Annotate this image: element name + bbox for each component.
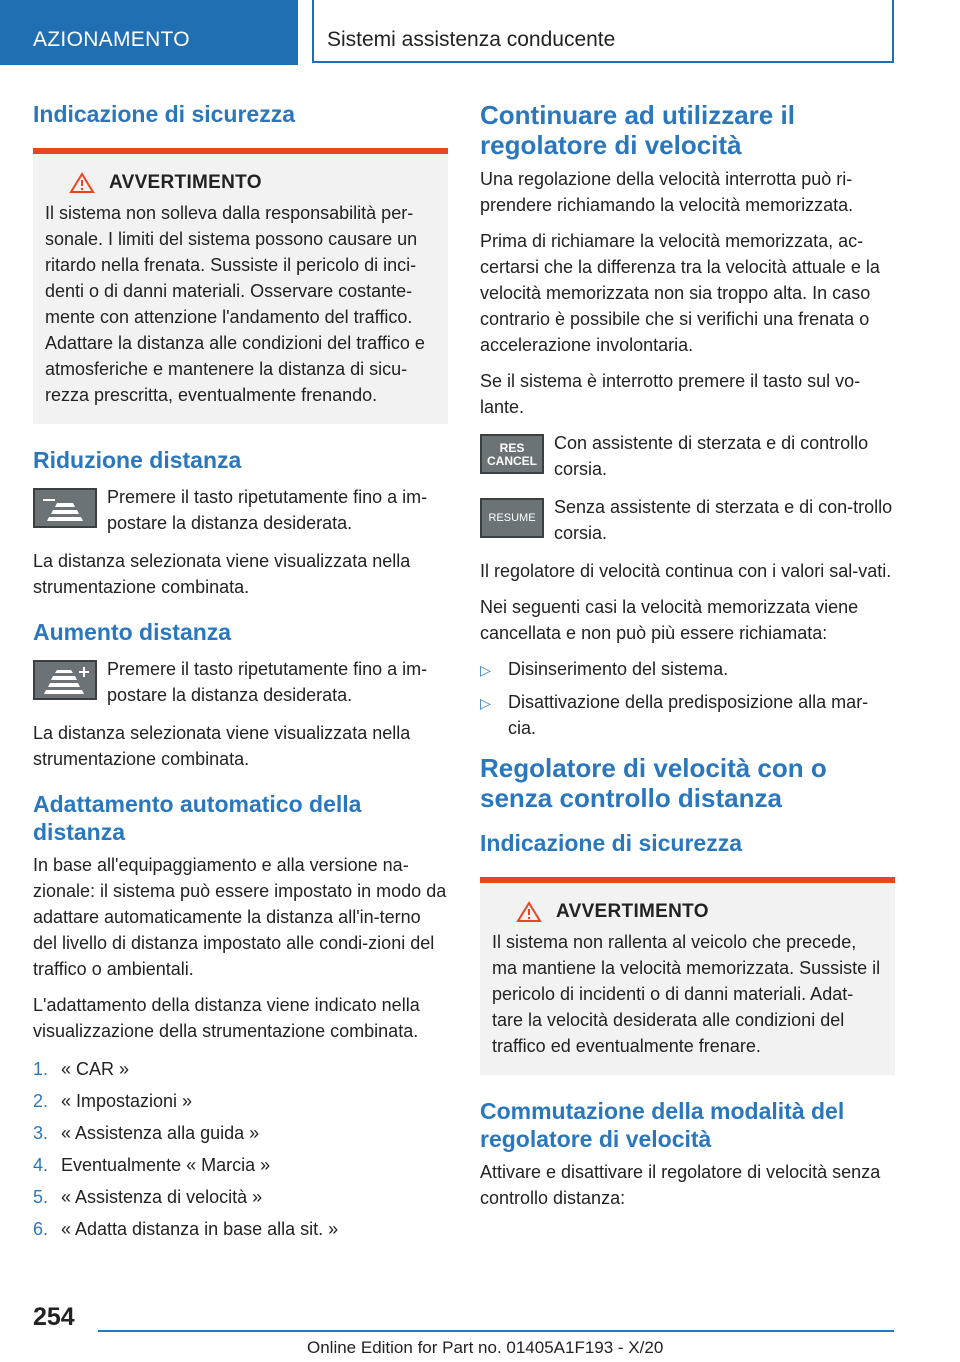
warning-box-2 xyxy=(480,877,895,1075)
reduce-distance-row xyxy=(33,484,448,536)
list-item: 4. Eventualmente « Marcia » xyxy=(33,1155,271,1175)
continue-text-3: Se il sistema è interrotto premere il tasto sul vo-lante. xyxy=(480,371,861,417)
list-item: 3. « Assistenza alla guida » xyxy=(33,1123,260,1143)
distance-decrease-button-icon xyxy=(33,488,97,528)
list-item: ▷ Disinserimento del sistema. xyxy=(480,656,895,683)
resume-text: Senza assistente di sterzata e di con-trollo corsia. xyxy=(554,497,893,543)
safety-heading: Indicazione di sicurezza xyxy=(33,101,296,127)
steps-list xyxy=(33,1058,448,1240)
section-tab xyxy=(0,0,298,65)
safety-heading-2: Indicazione di sicurezza xyxy=(480,830,743,856)
resume-row xyxy=(480,494,895,546)
increase-distance-heading: Aumento distanza xyxy=(33,619,232,645)
bullet-list xyxy=(480,656,895,741)
reduce-distance-note: La distanza selezionata viene visualizzata nella strumentazione combinata. xyxy=(33,551,411,597)
warning-box xyxy=(33,148,448,424)
res-cancel-row xyxy=(480,430,895,482)
bullet-triangle-icon: ▷ xyxy=(480,695,491,711)
warning-triangle-icon xyxy=(516,901,542,923)
switch-mode-text: Attivare e disattivare il regolatore di velocità senza controllo distanza: xyxy=(480,1162,881,1208)
distance-increase-button-icon xyxy=(33,660,97,700)
warning-text-2: Il sistema non rallenta al veicolo che precede, ma mantiene la velocità memorizzata. Sussiste il pericolo di incidenti o di danni materiali. Adat-tare la velocità desiderata alle condizioni del traffico ed eventualmente frenare. xyxy=(492,932,881,1056)
switch-mode-heading: Commutazione della modalità del regolatore di velocità xyxy=(480,1098,845,1152)
res-cancel-text: Con assistente di sterzata e di controllo corsia. xyxy=(554,433,869,479)
list-item: 6. « Adatta distanza in base alla sit. » xyxy=(33,1219,339,1239)
resume-button-icon: RESUME xyxy=(480,498,544,538)
footer-edition: Online Edition for Part no. 01405A1F193 - X/20 xyxy=(307,1338,664,1357)
list-item: 1. « CAR » xyxy=(33,1059,130,1079)
res-cancel-button-icon: RES CANCEL xyxy=(480,434,544,474)
increase-distance-row xyxy=(33,656,448,708)
auto-distance-heading: Adattamento automatico della distanza xyxy=(33,791,362,845)
continue-text-2: Prima di richiamare la velocità memorizzata, ac-certarsi che la differenza tra la velocità attuale e la velocità memorizzata non sia troppo alta. In caso contrario è possibile che si verifichi una frenata o accelerazione involontaria. xyxy=(480,231,880,355)
increase-distance-text: Premere il tasto ripetutamente fino a im-postare la distanza desiderata. xyxy=(107,659,428,705)
bullet-triangle-icon: ▷ xyxy=(480,662,491,678)
list-item: 5. « Assistenza di velocità » xyxy=(33,1187,263,1207)
chapter-header xyxy=(312,0,894,63)
right-column xyxy=(480,100,895,1221)
continue-text-4: Il regolatore di velocità continua con i valori sal-vati. xyxy=(480,561,892,581)
cruise-control-heading: Regolatore di velocità con o senza controllo distanza xyxy=(480,753,827,813)
auto-distance-text-1: In base all'equipaggiamento e alla versione na-zionale: il sistema può essere impostato in modo da adattare automaticamente la distanza all'in-terno del livello di distanza impostato alle condi-zioni del traffico o ambientali. xyxy=(33,855,447,979)
continue-text-1: Una regolazione della velocità interrotta può ri-prendere richiamando la velocità memorizzata. xyxy=(480,169,854,215)
left-column xyxy=(33,100,448,1250)
warning-label-2: AVVERTIMENTO xyxy=(556,901,709,922)
continue-heading: Continuare ad utilizzare il regolatore di velocità xyxy=(480,100,795,160)
continue-text-5: Nei seguenti casi la velocità memorizzata viene cancellata e non può più essere richiamata: xyxy=(480,597,859,643)
page-number: 254 xyxy=(33,1303,75,1331)
list-item: ▷ Disattivazione della predisposizione alla mar-cia. xyxy=(480,689,895,741)
reduce-distance-heading: Riduzione distanza xyxy=(33,447,242,473)
footer-divider xyxy=(98,1330,894,1332)
warning-triangle-icon xyxy=(69,172,95,194)
reduce-distance-text: Premere il tasto ripetutamente fino a im-postare la distanza desiderata. xyxy=(107,487,428,533)
list-item: 2. « Impostazioni » xyxy=(33,1091,193,1111)
warning-text: Il sistema non solleva dalla responsabilità per-sonale. I limiti del sistema possono causare un ritardo nella frenata. Sussiste il pericolo di inci-denti o di danni materiali. Osservare costante-mente con attenzione l'andamento del traffico. Adattare la distanza alle condizioni del traffico e atmosferiche e mantenere la distanza di sicu-rezza prescritta, eventualmente frenando. xyxy=(45,203,425,405)
auto-distance-text-2: L'adattamento della distanza viene indicato nella visualizzazione della strumentazione combinata. xyxy=(33,995,420,1041)
chapter-title: Sistemi assistenza conducente xyxy=(327,28,616,51)
section-title: AZIONAMENTO xyxy=(33,28,190,51)
increase-distance-note: La distanza selezionata viene visualizzata nella strumentazione combinata. xyxy=(33,723,411,769)
warning-label: AVVERTIMENTO xyxy=(109,172,262,193)
